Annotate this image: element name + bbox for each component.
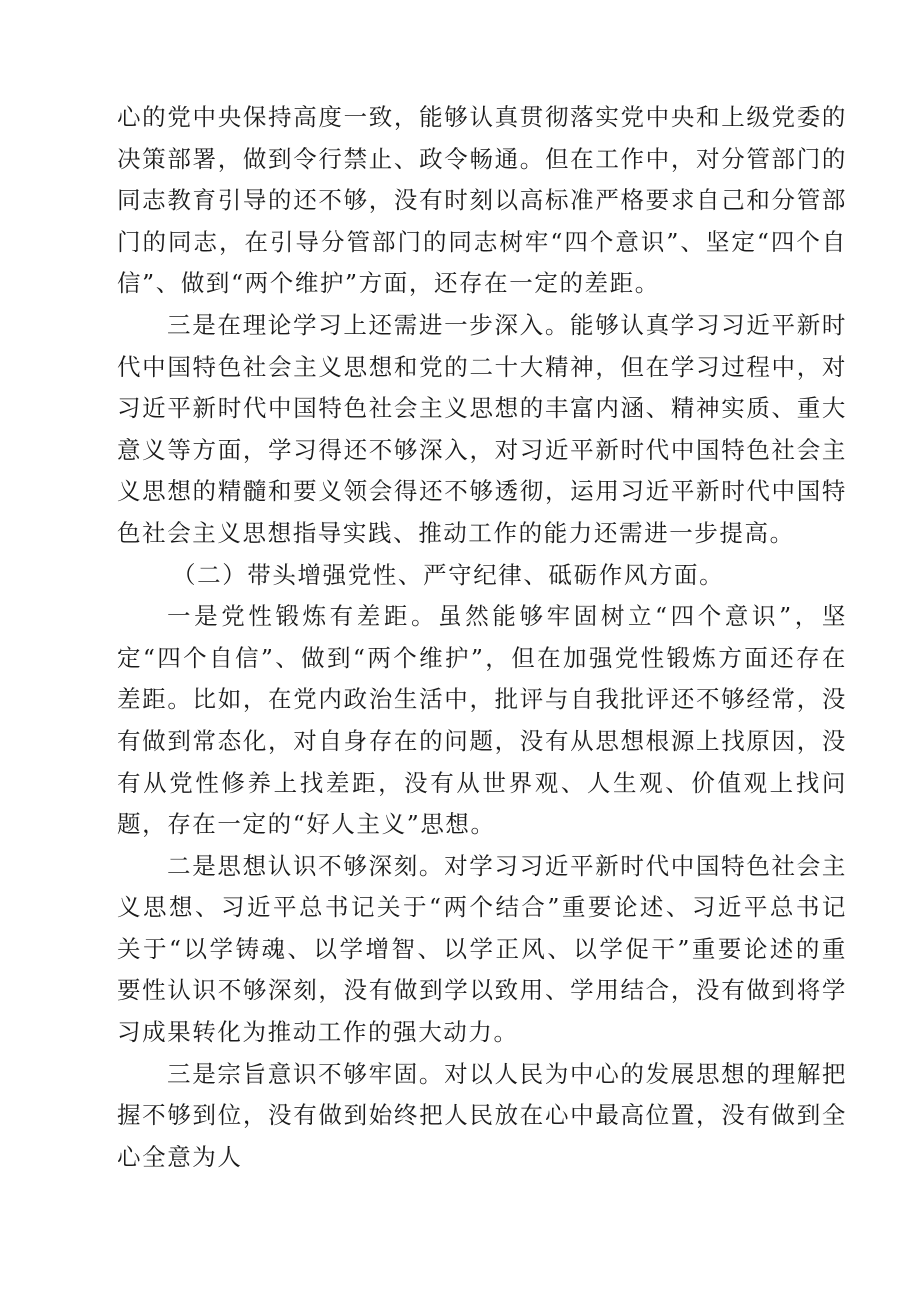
paragraph-continuation: 心的党中央保持高度一致，能够认真贯彻落实党中央和上级党委的决策部署，做到令行禁止、政令畅通。但在工作中，对分管部门的同志教育引导的还不够，没有时刻以高标准严格要求自己和分管部门的同志，在引导分管部门的同志树牢“四个意识”、坚定“四个自信”、做到“两个维护”方面，还存在一定的差距。 (117, 103, 847, 298)
document-body (117, 97, 847, 1178)
paragraph-theory-study: 三是在理论学习上还需进一步深入。能够认真学习习近平新时代中国特色社会主义思想和党的二十大精神，但在学习过程中，对习近平新时代中国特色社会主义思想的丰富内涵、精神实质、重大意义等方面，学习得还不够深入，对习近平新时代中国特色社会主义思想的精髓和要义领会得还不够透彻，运用习近平新时代中国特色社会主义思想指导实践、推动工作的能力还需进一步提高。 (117, 310, 847, 547)
paragraph-ideological: 二是思想认识不够深刻。对学习习近平新时代中国特色社会主义思想、习近平总书记关于“两个结合”重要论述、习近平总书记关于“以学铸魂、以学增智、以学正风、以学促干”重要论述的重要性认识不够深刻，没有做到学以致用、学用结合，没有做到将学习成果转化为推动工作的强大动力。 (117, 851, 847, 1047)
section-heading: （二）带头增强党性、严守纪律、砥砺作风方面。 (172, 560, 725, 589)
paragraph-party-spirit: 一是党性锻炼有差距。虽然能够牢固树立“四个意识”，坚定“四个自信”、做到“两个维护”，但在加强党性锻炼方面还存在差距。比如，在党内政治生活中，批评与自我批评还不够经常，没有做到常态化，对自身存在的问题，没有从思想根源上找原因，没有从党性修养上找差距，没有从世界观、人生观、价值观上找问题，存在一定的“好人主义”思想。 (117, 602, 847, 839)
paragraph-purpose: 三是宗旨意识不够牢固。对以人民为中心的发展思想的理解把握不够到位，没有做到始终把人民放在心中最高位置，没有做到全心全意为人 (117, 1059, 847, 1171)
